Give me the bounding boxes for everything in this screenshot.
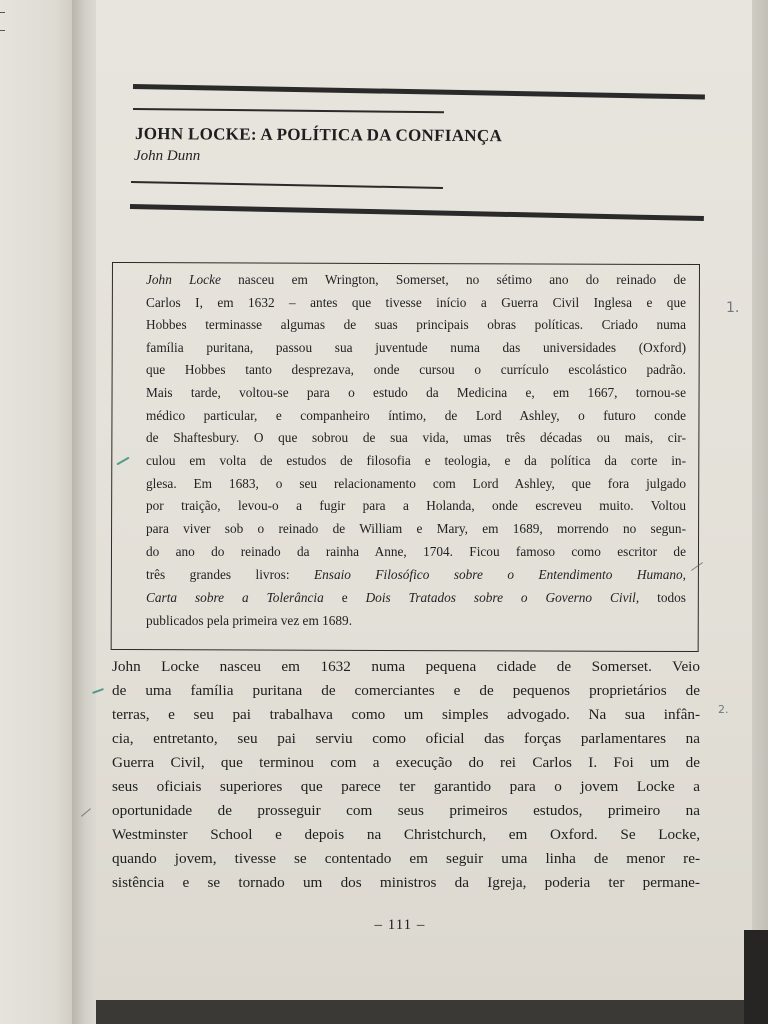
chapter-title: JOHN LOCKE: A POLÍTICA DA CONFIANÇA — [134, 124, 503, 146]
body-line: Guerra Civil, que terminou com a execução do rei Carlos I. Foi um de — [112, 754, 700, 771]
summary-line: Carta sobre a Tolerância e Dois Tratados sobre o Governo Civil, todos — [146, 590, 686, 605]
body-line: quando jovem, tivesse se contentado em seguir uma linha de menor re- — [112, 850, 700, 867]
summary-emphasis: John Locke — [146, 272, 221, 287]
book-title-tratados: Dois Tratados sobre o Governo Civil — [365, 590, 636, 605]
margin-note: 1. — [726, 300, 740, 316]
summary-line: por traição, levou-o a fugir para a Holanda, onde escreveu muito. Voltou — [146, 498, 686, 513]
body-line: de uma família puritana de comerciantes e de pequenos proprietários de — [112, 682, 700, 699]
summary-line: médico particular, e companheiro íntimo, de Lord Ashley, o futuro conde — [146, 408, 686, 423]
book-title-carta: Carta sobre a Tolerância — [146, 590, 324, 605]
margin-note: 2. — [718, 703, 729, 716]
summary-line: três grandes livros: Ensaio Filosófico sobre o Entendimento Humano, — [146, 567, 686, 582]
body-line: sistência e se tornado um dos ministros da Igreja, poderia ter permane- — [112, 874, 700, 891]
body-line: seus oficiais superiores que parece ter garantido para o jovem Locke a — [112, 778, 700, 795]
body-line: Westminster School e depois na Christchurch, em Oxford. Se Locke, — [112, 826, 700, 843]
book-title-ensaio: Ensaio Filosófico sobre o Entendimento Humano — [314, 567, 683, 582]
body-line: John Locke nasceu em 1632 numa pequena cidade de Somerset. Veio — [112, 658, 700, 675]
summary-line: Hobbes terminasse algumas de suas principais obras políticas. Criado numa — [146, 317, 686, 332]
body-line: cia, entretanto, seu pai serviu como oficial das forças parlamentares na — [112, 730, 700, 747]
summary-line: publicados pela primeira vez em 1689. — [146, 613, 353, 628]
chapter-author: John Dunn — [134, 148, 201, 164]
left-page — [0, 0, 80, 1024]
page-mark — [0, 12, 5, 13]
page-mark — [0, 30, 5, 31]
body-line: terras, e seu pai trabalhava como um simples advogado. Na sua infân- — [112, 706, 700, 723]
page-number: – 111 – — [374, 917, 426, 933]
summary-line: que Hobbes tanto desprezava, onde cursou o currículo escolástico padrão. — [146, 362, 686, 377]
table-surface — [96, 1000, 768, 1024]
summary-line: Carlos I, em 1632 – antes que tivesse início a Guerra Civil Inglesa e que — [146, 295, 686, 310]
summary-line: do ano do reinado da rainha Anne, 1704. Ficou famoso como escritor de — [146, 544, 686, 559]
summary-line: família puritana, passou sua juventude numa das universidades (Oxford) — [146, 340, 686, 355]
summary-line: culou em volta de estudos de filosofia e teologia, e da política da corte in- — [146, 453, 686, 468]
body-line: oportunidade de prosseguir com seus primeiros estudos, primeiro na — [112, 802, 700, 819]
summary-line: Mais tarde, voltou-se para o estudo da Medicina e, em 1667, tornou-se — [146, 385, 686, 400]
dark-corner — [744, 930, 768, 1024]
summary-line: glesa. Em 1683, o seu relacionamento com Lord Ashley, que fora julgado — [146, 476, 686, 491]
summary-line: para viver sob o reinado de William e Mary, em 1689, morrendo no segun- — [146, 521, 686, 536]
summary-line: de Shaftesbury. O que sobrou de sua vida, umas três décadas ou mais, cir- — [146, 430, 686, 445]
summary-line: John Locke nasceu em Wrington, Somerset, no sétimo ano do reinado de — [146, 272, 686, 287]
